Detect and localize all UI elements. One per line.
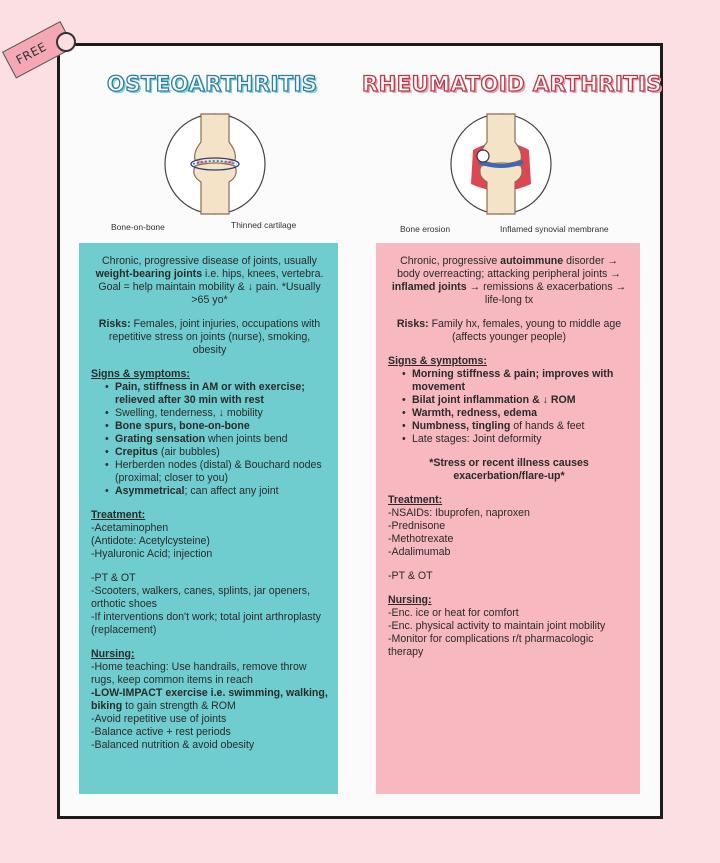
nursing-line: -Home teaching: Use handrails, remove throw rugs, keep common items in reach: [91, 661, 307, 686]
nursing-line: -Balanced nutrition & avoid obesity: [91, 739, 255, 751]
oa-caption-cartilage: Thinned cartilage: [231, 220, 297, 230]
oa-intro: [91, 255, 328, 307]
ra-intro: Chronic, progressive autoimmune disorder → body overreacting; attacking peripheral joints → inflamed joints → remissions & exacerbations → life-long tx: [391, 255, 627, 306]
oa-caption-bone: Bone-on-bone: [111, 222, 165, 232]
ra-title: RHEUMATOID ARTHRITIS: [362, 72, 663, 96]
list-item: • Crepitus (air bubbles): [105, 446, 328, 459]
oa-title: OSTEOARTHRITIS: [107, 72, 318, 96]
ra-caption-synovial: Inflamed synovial membrane: [500, 224, 609, 234]
oa-signs: [91, 368, 328, 498]
list-item: • Bone spurs, bone-on-bone: [105, 420, 328, 433]
treatment-line: -Scooters, walkers, canes, splints, jar openers, orthotic shoes: [91, 585, 311, 610]
oa-signs-title: Signs & symptoms:: [91, 368, 190, 380]
ra-signs: [388, 355, 630, 446]
treatment-line: -PT & OT: [91, 572, 136, 584]
nursing-line: -LOW-IMPACT exercise i.e. swimming, walking, biking to gain strength & ROM: [91, 687, 328, 712]
oa-risks-text: Females, joint injuries, occupations with repetitive stress on joints (nurse), smoking, obesity: [108, 318, 321, 356]
oa-knee-illustration: [163, 112, 267, 216]
ra-nursing-title: Nursing:: [388, 594, 432, 606]
oa-treatment: [91, 509, 328, 637]
treatment-line: -Acetaminophen: [91, 522, 169, 534]
ra-knee-illustration: [449, 112, 553, 216]
treatment-line: (Antidote: Acetylcysteine): [91, 535, 210, 547]
nursing-line: -Enc. ice or heat for comfort: [388, 607, 519, 619]
treatment-line: -Prednisone: [388, 520, 446, 532]
list-item: • Late stages: Joint deformity: [402, 433, 630, 446]
ra-risks: [388, 318, 630, 344]
list-item: • Swelling, tenderness, ↓ mobility: [105, 407, 328, 420]
list-item: • Herberden nodes (distal) & Bouchard nodes (proximal; closer to you): [105, 459, 328, 485]
list-item: • Pain, stiffness in AM or with exercise; relieved after 30 min with rest: [105, 381, 328, 407]
oa-nursing: [91, 648, 328, 752]
list-item: • Asymmetrical; can affect any joint: [105, 485, 328, 498]
oa-intro-bold: weight-bearing joints: [95, 268, 203, 280]
treatment-line: -PT & OT: [388, 570, 433, 582]
tag-hole-icon: [56, 32, 76, 52]
ra-risks-text: Family hx, females, young to middle age (affects younger people): [428, 318, 622, 343]
ra-flare-note: *Stress or recent illness causes exacerbation/flare-up*: [429, 457, 589, 482]
nursing-line: -Balance active + rest periods: [91, 726, 231, 738]
list-item: • Bilat joint inflammation & ↓ ROM: [402, 394, 630, 407]
list-item: • Warmth, redness, edema: [402, 407, 630, 420]
ra-signs-title: Signs & symptoms:: [388, 355, 487, 367]
oa-intro-text-2: i.e. hips, knees, vertebra. Goal = help maintain mobility & ↓ pain. *Usually >65 yo*: [98, 268, 324, 306]
oa-treatment-title: Treatment:: [91, 509, 146, 521]
oa-risks: [91, 318, 328, 357]
list-item: • Grating sensation when joints bend: [105, 433, 328, 446]
ra-caption-erosion: Bone erosion: [400, 224, 451, 234]
list-item: • Morning stiffness & pain; improves with movement: [402, 368, 630, 394]
ra-nursing: [388, 594, 630, 659]
ra-panel: [376, 243, 640, 794]
nursing-line: -Monitor for complications r/t pharmacologic therapy: [388, 633, 594, 658]
oa-knee-icon: [163, 112, 267, 216]
treatment-line: -Methotrexate: [388, 533, 454, 545]
nursing-line: -Avoid repetitive use of joints: [91, 713, 227, 725]
oa-intro-text: Chronic, progressive disease of joints, usually: [102, 255, 317, 267]
oa-risks-label: Risks:: [98, 318, 131, 330]
free-tag-label: FREE: [13, 39, 49, 68]
oa-panel: [79, 243, 338, 794]
nursing-line: -Enc. physical activity to maintain joint mobility: [388, 620, 606, 632]
ra-treatment: [388, 494, 630, 583]
treatment-line: -If interventions don't work; total joint arthroplasty (replacement): [91, 611, 321, 636]
treatment-line: -Adalimumab: [388, 546, 451, 558]
treatment-line: -NSAIDs: Ibuprofen, naproxen: [388, 507, 530, 519]
ra-knee-icon: [449, 112, 553, 216]
ra-risks-label: Risks:: [396, 318, 429, 330]
list-item: • Numbness, tingling of hands & feet: [402, 420, 630, 433]
ra-treatment-title: Treatment:: [388, 494, 443, 506]
oa-nursing-title: Nursing:: [91, 648, 135, 660]
treatment-line: -Hyaluronic Acid; injection: [91, 548, 213, 560]
